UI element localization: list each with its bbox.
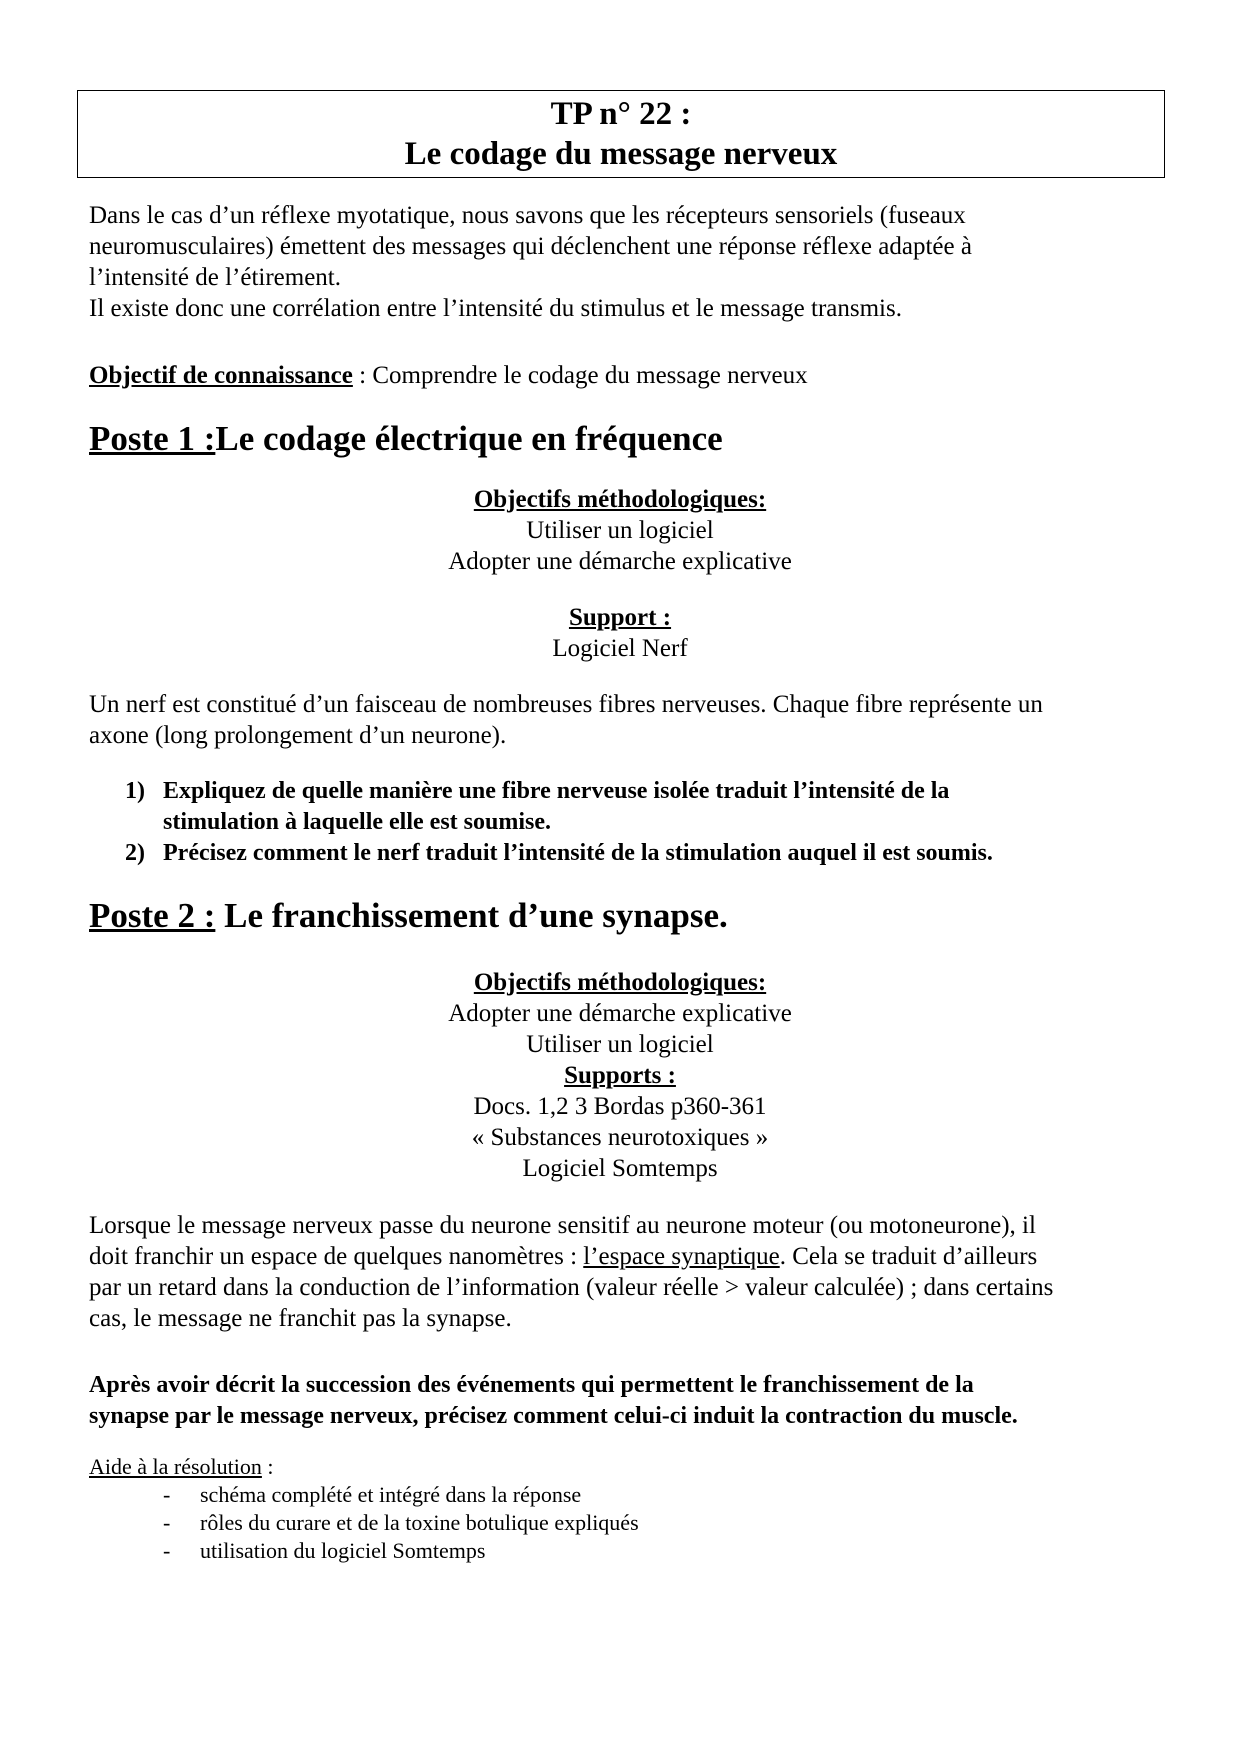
aide-item-text: schéma complété et intégré dans la réponse (200, 1482, 582, 1507)
title-box (77, 90, 1165, 178)
dash-bullet: - (163, 1538, 171, 1563)
poste2-label: Poste 2 : (89, 896, 216, 935)
poste1-label: Poste 1 : (89, 419, 216, 458)
aide-heading (89, 1453, 274, 1481)
question-item (125, 776, 1185, 838)
objectif-connaissance (89, 360, 808, 391)
poste1-objectif-item: Utiliser un logiciel (526, 517, 714, 544)
intro-line: Dans le cas d’un réflexe myotatique, nous savons que les récepteurs sensoriels (fuseaux (89, 202, 966, 229)
task-line: Après avoir décrit la succession des événements qui permettent le franchissement de la (89, 1372, 974, 1398)
poste1-paragraph-line: axone (long prolongement d’un neurone). (89, 722, 507, 749)
question-line: Précisez comment le nerf traduit l’intensité de la stimulation auquel il est soumis. (163, 840, 993, 866)
poste2-title: Le franchissement d’une synapse. (224, 896, 728, 935)
intro-line: l’intensité de l’étirement. (89, 264, 341, 291)
poste2-paragraph-line: par un retard dans la conduction de l’information (valeur réelle > valeur calculée) ; dans certains (89, 1274, 1054, 1301)
poste1-heading (89, 418, 723, 460)
question-number: 2) (125, 840, 145, 866)
intro-paragraph (89, 200, 1169, 324)
title-line-1: TP n° 22 : (550, 96, 692, 132)
poste1-support-item: Logiciel Nerf (552, 635, 688, 662)
poste1-objectif-item: Adopter une démarche explicative (448, 548, 792, 575)
poste2-objectifs-heading: Objectifs méthodologiques: (473, 969, 767, 996)
title-line-2: Le codage du message nerveux (404, 136, 838, 172)
poste1-support (0, 602, 1240, 664)
poste1-questions (125, 776, 1185, 869)
poste2-support-item: Docs. 1,2 3 Bordas p360-361 (473, 1093, 767, 1120)
poste2-objectifs (0, 967, 1240, 1184)
poste1-paragraph (89, 689, 1169, 751)
poste2-heading (89, 895, 728, 937)
dash-bullet: - (163, 1510, 171, 1535)
aide-item (160, 1481, 639, 1509)
poste1-support-heading: Support : (568, 604, 672, 631)
aide-item-text: rôles du curare et de la toxine botulique expliqués (200, 1510, 639, 1535)
poste2-objectif-item: Adopter une démarche explicative (448, 1000, 792, 1027)
espace-synaptique-term: l’espace synaptique (583, 1243, 780, 1270)
poste2-supports-heading: Supports : (564, 1062, 676, 1089)
dash-bullet: - (163, 1482, 171, 1507)
poste2-objectif-item: Utiliser un logiciel (526, 1031, 714, 1058)
poste2-paragraph (89, 1210, 1169, 1334)
objectif-text: Comprendre le codage du message nerveux (372, 362, 808, 389)
task-line: synapse par le message nerveux, précisez comment celui-ci induit la contraction du muscle. (89, 1403, 1018, 1429)
poste2-support-item: « Substances neurotoxiques » (471, 1124, 769, 1151)
objectif-sep: : (352, 362, 373, 389)
poste1-paragraph-line: Un nerf est constitué d’un faisceau de nombreuses fibres nerveuses. Chaque fibre représente un (89, 691, 1043, 718)
poste1-objectifs (0, 484, 1240, 577)
poste2-task (89, 1370, 1179, 1432)
paragraph-text: . Cela se traduit d’ailleurs (779, 1243, 1038, 1270)
poste2-paragraph-line: cas, le message ne franchit pas la synapse. (89, 1305, 512, 1332)
aide-item (160, 1537, 639, 1565)
question-line: Expliquez de quelle manière une fibre nerveuse isolée traduit l’intensité de la (163, 778, 950, 804)
poste1-objectifs-heading: Objectifs méthodologiques: (473, 486, 767, 513)
aide-list (160, 1481, 639, 1565)
paragraph-text: doit franchir un espace de quelques nanomètres : (89, 1243, 584, 1270)
poste1-title: Le codage électrique en fréquence (215, 419, 723, 458)
objectif-label: Objectif de connaissance (89, 362, 353, 389)
intro-line: Il existe donc une corrélation entre l’intensité du stimulus et le message transmis. (89, 295, 902, 322)
question-item (125, 838, 1185, 869)
aide-item-text: utilisation du logiciel Somtemps (200, 1538, 486, 1563)
intro-line: neuromusculaires) émettent des messages qui déclenchent une réponse réflexe adaptée à (89, 233, 972, 260)
aide-item (160, 1509, 639, 1537)
poste2-paragraph-line: Lorsque le message nerveux passe du neurone sensitif au neurone moteur (ou motoneurone), il (89, 1212, 1036, 1239)
poste2-support-item: Logiciel Somtemps (522, 1155, 718, 1182)
aide-sep: : (261, 1454, 274, 1479)
poste2-paragraph-line (89, 1241, 1169, 1272)
question-line: stimulation à laquelle elle est soumise. (163, 809, 551, 835)
question-number: 1) (125, 778, 145, 804)
aide-label: Aide à la résolution (89, 1454, 262, 1479)
